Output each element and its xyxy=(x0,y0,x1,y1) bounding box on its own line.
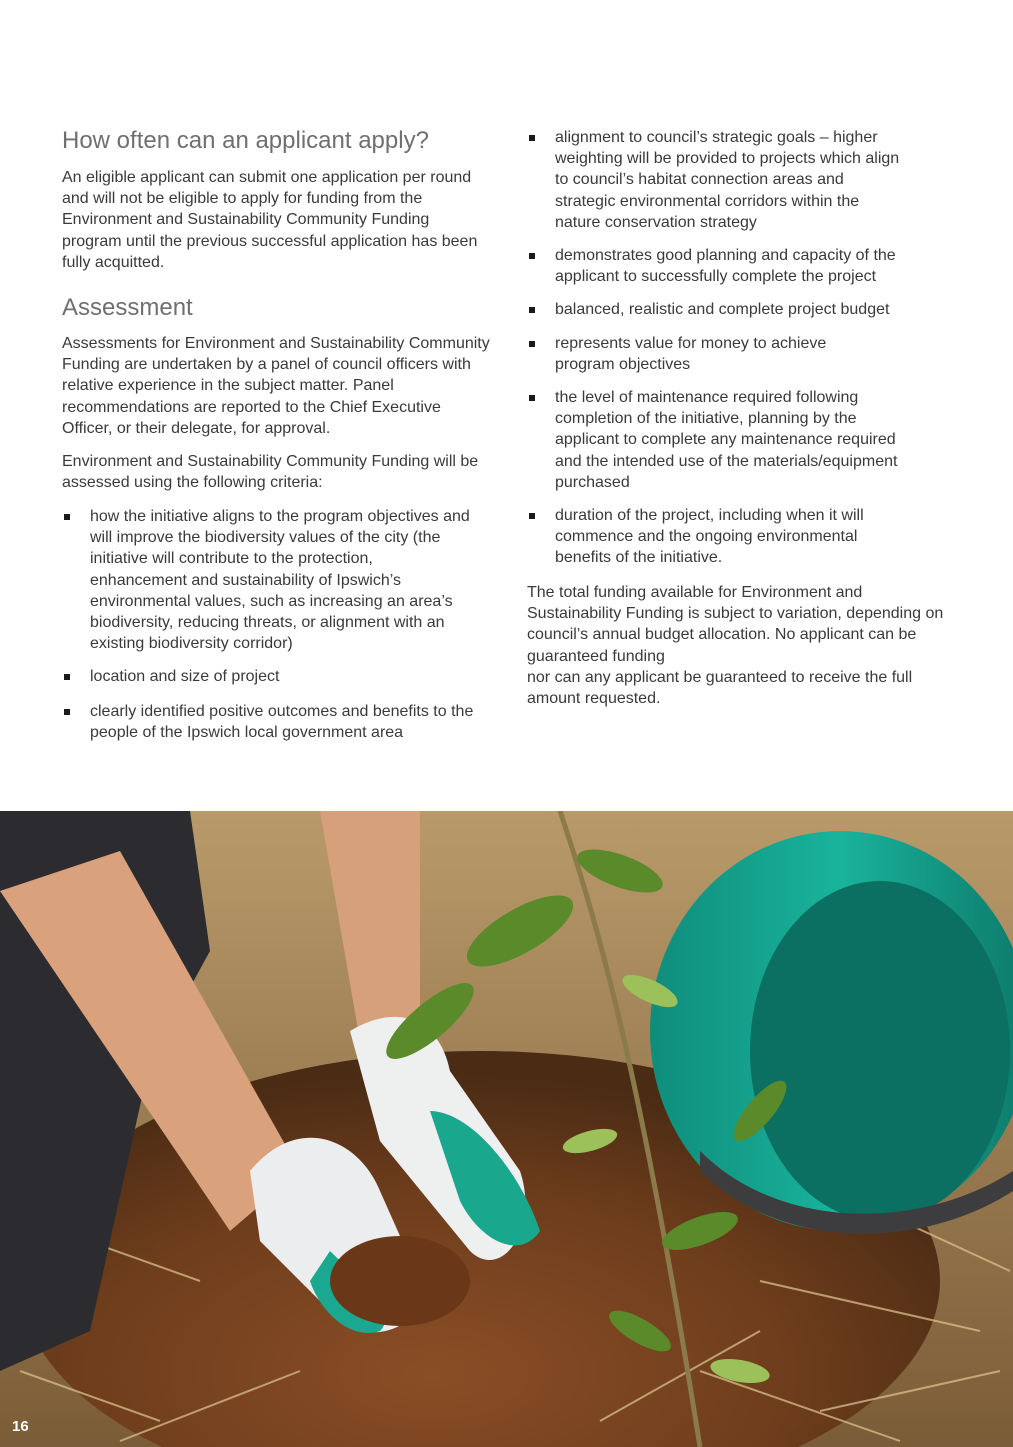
heading-assessment: Assessment xyxy=(62,294,193,321)
planting-illustration xyxy=(0,811,1013,1447)
paragraph-eligibility: An eligible applicant can submit one application per round and will not be eligible to apply for funding from the Environment and Sustainability Community Funding program until the previous successful application has been fully acquitted. xyxy=(62,169,478,271)
list-item: represents value for money to achieve program objectives xyxy=(527,333,865,375)
list-item: clearly identified positive outcomes and benefits to the people of the Ipswich local government area xyxy=(62,701,474,743)
list-item: balanced, realistic and complete project budget xyxy=(527,299,927,320)
planting-photo xyxy=(0,811,1013,1447)
page-number: 16 xyxy=(12,1418,29,1435)
criteria-list-left xyxy=(62,506,474,743)
list-item: location and size of project xyxy=(62,666,474,687)
list-item: alignment to council’s strategic goals – higher weighting will be provided to projects which align to council’s habitat connection areas and strategic environmental corridors within the nature conservation strategy xyxy=(527,127,905,233)
criteria-list-right xyxy=(527,127,927,569)
list-item: duration of the project, including when it will commence and the ongoing environmental benefits of the initiative. xyxy=(527,505,895,569)
paragraph-criteria-intro: Environment and Sustainability Community Funding will be assessed using the following criteria: xyxy=(62,453,479,492)
paragraph-assessment-panel: Assessments for Environment and Sustainability Community Funding are undertaken by a panel of council officers with relative experience in the subject matter. Panel recommendations are reported to the Chief Executive Officer, or their delegate, for approval. xyxy=(62,335,490,437)
heading-how-often: How often can an applicant apply? xyxy=(62,127,429,154)
list-item: demonstrates good planning and capacity of the applicant to successfully complete the project xyxy=(527,245,927,287)
paragraph-total-funding: The total funding available for Environment and Sustainability Funding is subject to variation, depending on council’s annual budget allocation. No applicant can be guaranteed funding nor can any applicant be guaranteed to receive the full amount requested. xyxy=(527,584,944,708)
list-item: the level of maintenance required following completion of the initiative, planning by the applicant to complete any maintenance required and the intended use of the materials/equipment purchased xyxy=(527,387,905,493)
list-item: how the initiative aligns to the program objectives and will improve the biodiversity values of the city (the initiative will contribute to the protection, enhancement and sustainability of Ipswich’s environmental values, such as increasing an area’s biodiversity, reducing threats, or alignment with an existing biodiversity corridor) xyxy=(62,506,474,654)
